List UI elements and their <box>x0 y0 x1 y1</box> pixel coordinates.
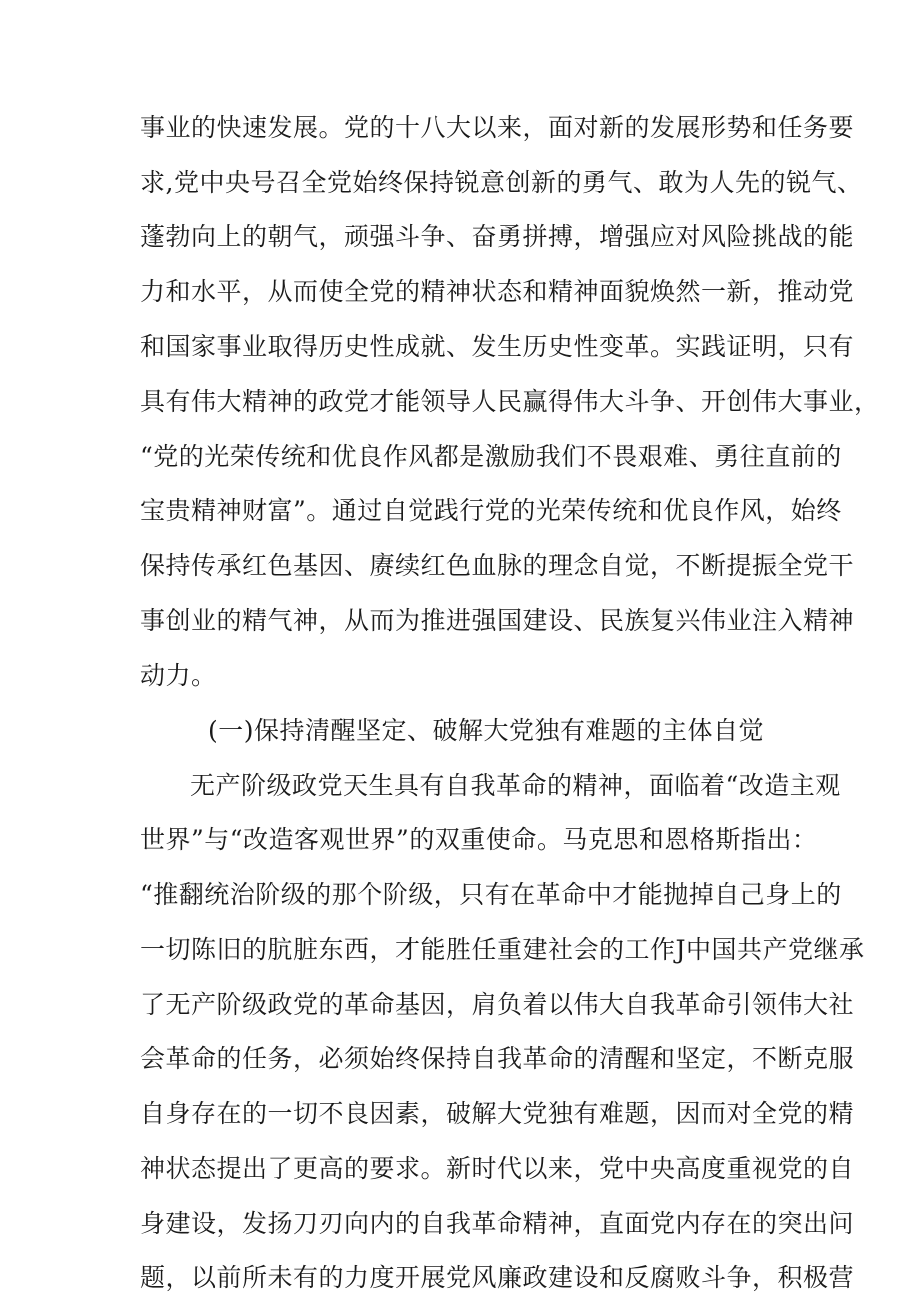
paragraph2-line: 会革命的任务，必须始终保持自我革命的清醒和坚定，不断克服 <box>140 1044 855 1073</box>
paragraph2-line: 自身存在的一切不良因素，破解大党独有难题，因而对全党的精 <box>140 1099 855 1128</box>
paragraph1-line: 求,党中央号召全党始终保持锐意创新的勇气、敢为人先的锐气、 <box>140 168 863 197</box>
paragraph1-line: 和国家事业取得历史性成就、发生历史性变革。实践证明，只有 <box>140 332 855 361</box>
paragraph1-line: 保持传承红色基因、赓续红色血脉的理念自觉，不断提振全党干 <box>140 551 855 580</box>
paragraph1-line: 力和水平，从而使全党的精神状态和精神面貌焕然一新，推动党 <box>140 277 855 306</box>
paragraph1-line: “党的光荣传统和优良作风都是激励我们不畏艰难、勇往直前的 <box>140 442 842 471</box>
paragraph2-line: 身建设，发扬刀刃向内的自我革命精神，直面党内存在的突出问 <box>140 1209 855 1238</box>
paragraph1-line: 宝贵精神财富”。通过自觉践行党的光荣传统和优良作风，始终 <box>140 496 842 525</box>
paragraph2-line: “推翻统治阶级的那个阶级，只有在革命中才能抛掉自己身上的 <box>140 880 842 909</box>
paragraph1-line: 蓬勃向上的朝气，顽强斗争、奋勇拼搏，增强应对风险挑战的能 <box>140 222 855 251</box>
paragraph1-line: 事创业的精气神，从而为推进强国建设、民族复兴伟业注入精神 <box>140 606 855 635</box>
paragraph2-line: 题，以前所未有的力度开展党风廉政建设和反腐败斗争，积极营 <box>140 1263 855 1292</box>
paragraph2-line: 世界”与“改造客观世界”的双重使命。马克思和恩格斯指出： <box>140 825 818 854</box>
paragraph2-line: 一切陈旧的肮脏东西，才能胜任重建社会的工作J中国共产党继承 <box>140 935 865 964</box>
paragraph2-line: 神状态提出了更高的要求。新时代以来，党中央高度重视党的自 <box>140 1154 855 1183</box>
paragraph1-line: 具有伟大精神的政党才能领导人民赢得伟大斗争、开创伟大事业， <box>140 387 880 416</box>
paragraph2-line: 了无产阶级政党的革命基因，肩负着以伟大自我革命引领伟大社 <box>140 990 855 1019</box>
paragraph1-line: 动力。 <box>140 661 217 690</box>
paragraph2-line: 无产阶级政党天生具有自我革命的精神，面临着“改造主观 <box>190 771 841 800</box>
paragraph1-line: 事业的快速发展。党的十八大以来，面对新的发展形势和任务要 <box>140 113 855 142</box>
section-heading: (一)保持清醒坚定、破解大党独有难题的主体自觉 <box>208 716 765 745</box>
